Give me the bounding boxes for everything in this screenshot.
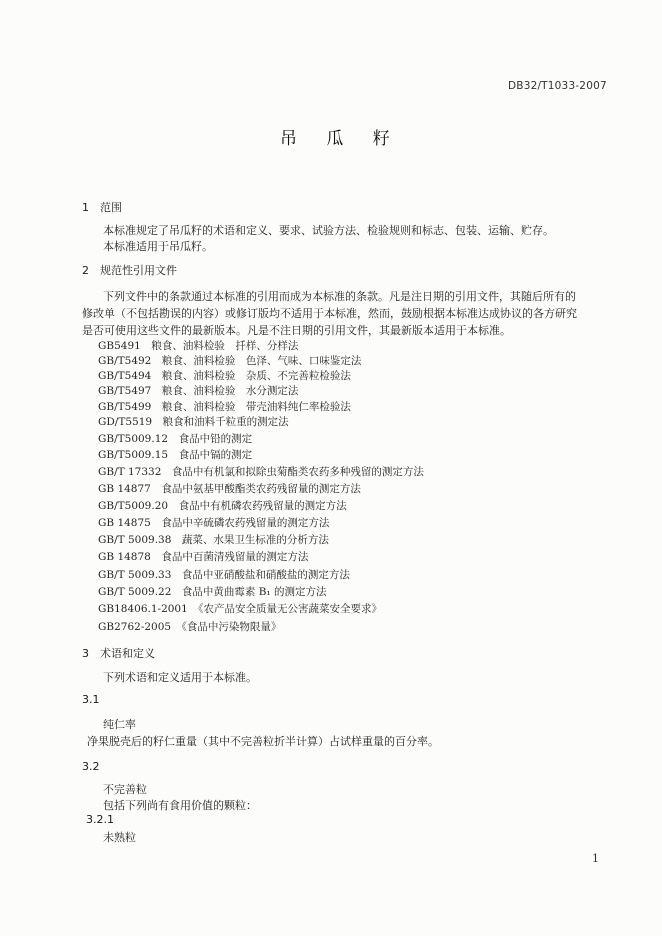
reference-title: 食品中氨基甲酸酯类农药残留量的测定方法 (161, 483, 361, 495)
reference-item (98, 414, 289, 429)
reference-code: GB 14875 (98, 517, 151, 529)
reference-title: 粮食、油料检验 带壳油料纯仁率检验法 (161, 401, 351, 413)
reference-code: GB/T5009.20 (98, 500, 169, 512)
reference-title: 粮食、油料检验 杂质、不完善粒检验法 (161, 370, 351, 382)
section-1-heading: 1 范围 (82, 201, 122, 214)
reference-item (98, 464, 424, 479)
term-3-1-definition: 净果脱壳后的籽仁重量（其中不完善粒折半计算）占试样重量的百分率。 (87, 735, 439, 748)
reference-code: GB/T5497 (98, 385, 152, 397)
reference-code: GB5491 (98, 340, 141, 352)
section-3-heading: 3 术语和定义 (82, 647, 155, 660)
reference-title: 食品中镉的测定 (178, 449, 253, 461)
reference-code: GD/T5519 (98, 416, 153, 428)
reference-title: 食品中有机氯和拟除虫菊酯类农药多种残留的测定方法 (171, 466, 424, 478)
reference-code: GB2762-2005 (98, 621, 172, 633)
reference-item (98, 584, 327, 599)
reference-item (98, 532, 329, 547)
term-3-2-definition: 包括下列尚有食用价值的颗粒： (103, 799, 257, 812)
section-2-intro-line-2: 修改单（不包括勘误的内容）或修订版均不适用于本标准，然而，鼓励根据本标准达成协议的各方研究 (82, 307, 577, 320)
reference-title: 食品中黄曲霉素 B₁ 的测定方法 (181, 586, 327, 598)
term-3-1-number: 3.1 (82, 693, 100, 706)
section-3-intro: 下列术语和定义适用于本标准。 (103, 671, 257, 684)
reference-item (98, 338, 298, 353)
reference-code: GB/T5499 (98, 401, 152, 413)
term-3-2-name: 不完善粒 (103, 783, 147, 796)
reference-item (98, 431, 252, 446)
reference-code: GB/T 5009.33 (98, 569, 172, 581)
term-3-2-1-name: 未熟粒 (103, 831, 136, 844)
reference-code: GB/T 5009.22 (98, 586, 172, 598)
reference-code: GB 14878 (98, 551, 151, 563)
reference-code: GB/T 5009.38 (98, 534, 172, 546)
reference-code: GB/T5494 (98, 370, 152, 382)
reference-item (98, 549, 308, 564)
reference-title: 粮食和油料千粒重的测定法 (162, 416, 289, 428)
reference-item (98, 601, 382, 616)
reference-item (98, 567, 350, 582)
reference-code: GB18406.1-2001 (98, 603, 188, 615)
reference-title: 食品中辛硫磷农药残留量的测定方法 (161, 517, 330, 529)
reference-title: 蔬菜、水果卫生标准的分析方法 (181, 534, 329, 546)
reference-code: GB 14877 (98, 483, 151, 495)
term-3-2-1-number: 3.2.1 (86, 813, 114, 826)
section-2-intro-line-3: 是否可使用这些文件的最新版本。凡是不注日期的引用文件，其最新版本适用于本标准。 (82, 324, 511, 337)
section-1-paragraph-2: 本标准适用于吊瓜籽。 (103, 240, 213, 253)
section-2-heading: 2 规范性引用文件 (82, 264, 177, 277)
reference-item (98, 399, 351, 414)
reference-code: GB/T5009.12 (98, 433, 169, 445)
reference-title: 食品中百菌清残留量的测定方法 (161, 551, 309, 563)
reference-title: 食品中亚硝酸盐和硝酸盐的测定方法 (181, 569, 350, 581)
reference-item (98, 619, 281, 634)
reference-item (98, 368, 351, 383)
reference-item (98, 447, 252, 462)
term-3-1-name: 纯仁率 (103, 718, 136, 731)
reference-title: 《食品中污染物限量》 (181, 621, 282, 633)
reference-title: 《农产品安全质量无公害蔬菜安全要求》 (198, 603, 383, 615)
reference-title: 粮食、油料检验 扦样、分样法 (151, 340, 299, 352)
page-number: 1 (592, 852, 599, 865)
document-title: 吊 瓜 籽 (280, 129, 402, 149)
reference-title: 食品中有机磷农药残留量的测定方法 (178, 500, 347, 512)
reference-item (98, 498, 347, 513)
section-1-paragraph-1: 本标准规定了吊瓜籽的术语和定义、要求、试验方法、检验规则和标志、包装、运输、贮存。 (103, 224, 554, 237)
reference-item (98, 383, 298, 398)
reference-item (98, 515, 329, 530)
reference-code: GB/T5009.15 (98, 449, 169, 461)
reference-item (98, 481, 361, 496)
reference-item (98, 353, 361, 368)
section-2-intro-line-1: 下列文件中的条款通过本标准的引用而成为本标准的条款。凡是注日期的引用文件，其随后所有的 (103, 290, 576, 303)
term-3-2-number: 3.2 (82, 760, 100, 773)
reference-code: GB/T5492 (98, 355, 152, 367)
document-number: DB32/T1033-2007 (508, 80, 607, 92)
reference-title: 粮食、油料检验 色泽、气味、口味鉴定法 (161, 355, 362, 367)
reference-title: 食品中铅的测定 (178, 433, 253, 445)
reference-title: 粮食、油料检验 水分测定法 (161, 385, 299, 397)
reference-code: GB/T 17332 (98, 466, 162, 478)
